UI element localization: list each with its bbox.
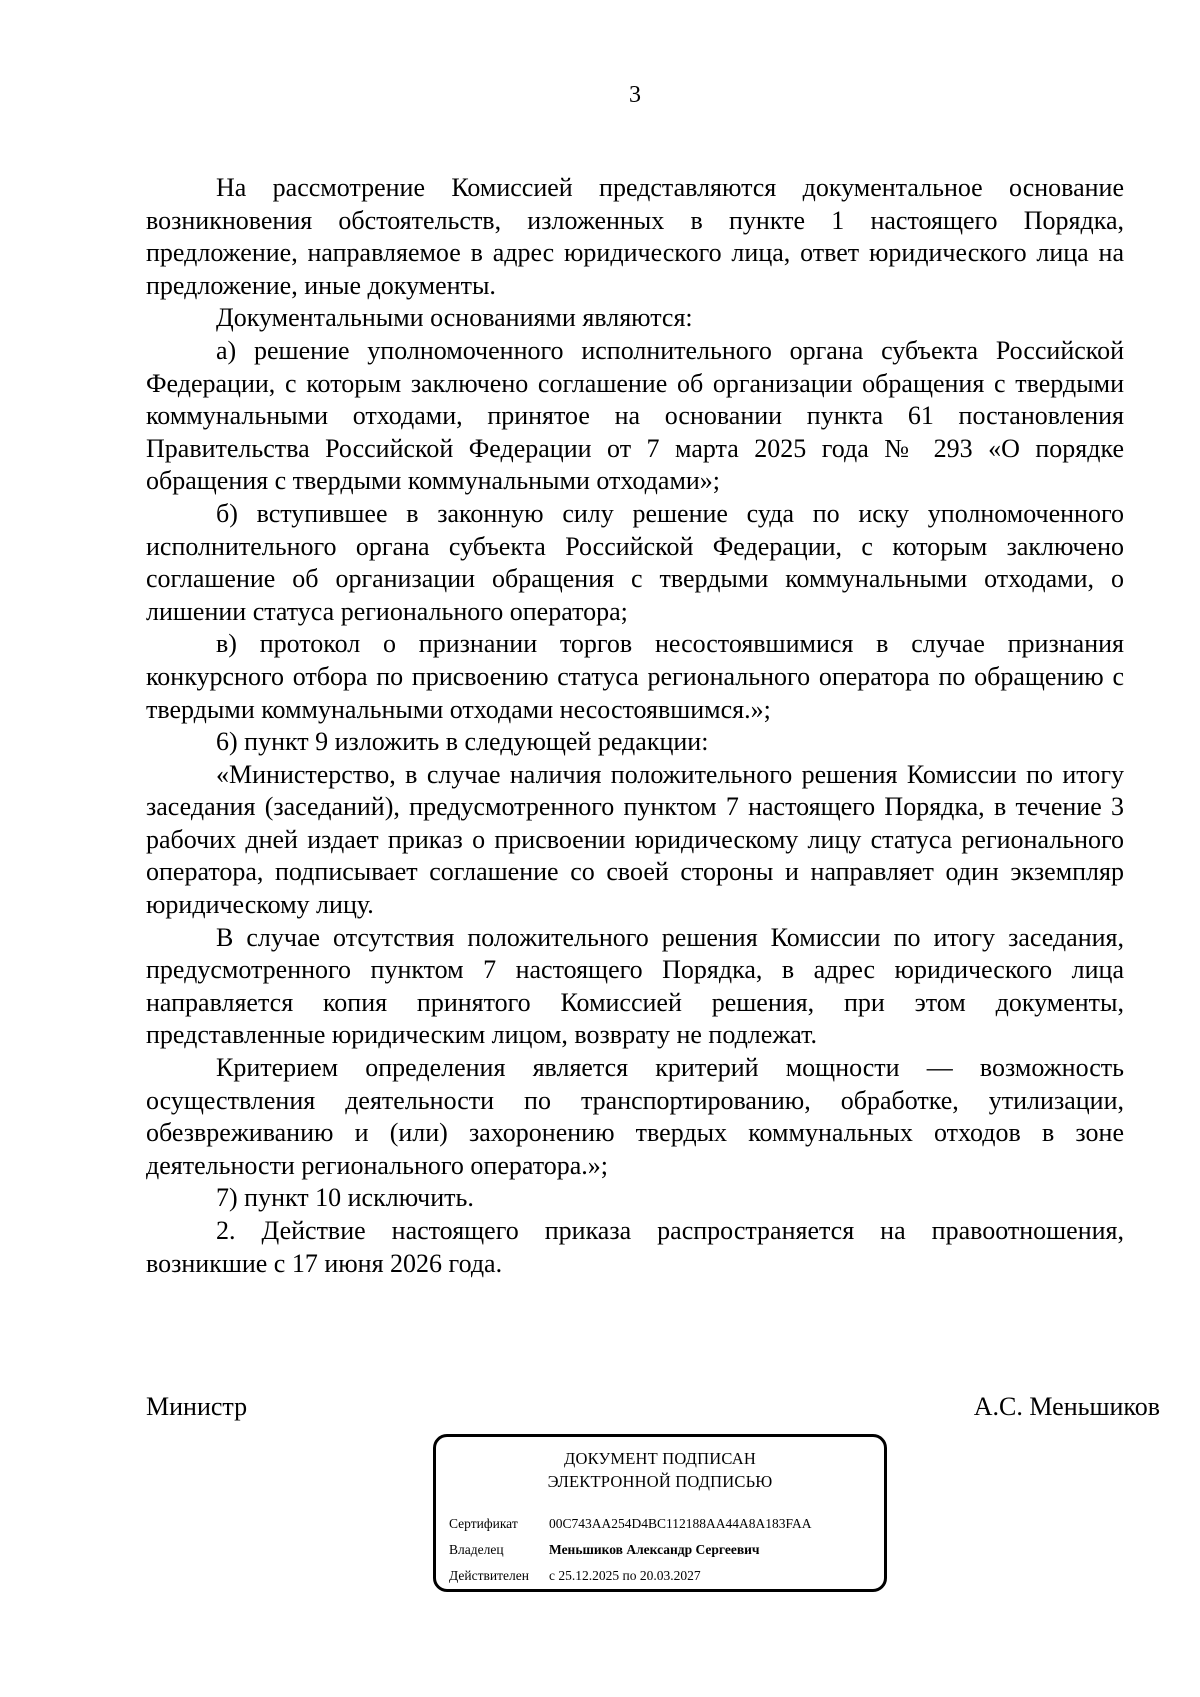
- stamp-certificate-row: [449, 1515, 812, 1532]
- paragraph-negative-decision: В случае отсутствия положительного решения Комиссии по итогу заседания, предусмотренного пунктом 7 настоящего Порядка, в адрес юридического лица направляется копия принятого Комиссией решения, при этом документы, представленные юридическим лицом, возврату не подлежат.: [146, 922, 1124, 1050]
- owner-value: Меньшиков Александр Сергеевич: [549, 1542, 760, 1557]
- electronic-signature-stamp: [433, 1434, 887, 1592]
- paragraph-effective-date: 2. Действие настоящего приказа распространяется на правоотношения, возникшие с 17 июня 2026 года.: [146, 1216, 1124, 1278]
- stamp-heading-line1: ДОКУМЕНТ ПОДПИСАН: [564, 1449, 756, 1468]
- paragraph-documentary-grounds: Документальными основаниями являются:: [216, 303, 693, 333]
- document-body: [146, 172, 1124, 1280]
- paragraph-submission-documents: На рассмотрение Комиссией представляются документальное основание возникновения обстоятельств, изложенных в пункте 1 настоящего Порядка, предложение, направляемое в адрес юридического лица, ответ юридического лица на предложение, иные документы.: [146, 173, 1124, 300]
- stamp-owner-row: [449, 1541, 760, 1558]
- paragraph-clause-7: 7) пункт 10 исключить.: [216, 1183, 474, 1213]
- signer-name: А.С. Меньшиков: [973, 1392, 1160, 1421]
- paragraph-item-v: в) протокол о признании торгов несостоявшимися в случае признания конкурсного отбора по присвоению статуса регионального оператора по обращению с твердыми коммунальными отходами несостоявшимся.»;: [146, 629, 1124, 724]
- certificate-label: Сертификат: [449, 1516, 518, 1531]
- paragraph-criterion: Критерием определения является критерий мощности — возможность осуществления деятельности по транспортированию, обработке, утилизации, обезвреживанию и (или) захоронению твердых коммунальных отходов в зоне деятельности регионального оператора.»;: [146, 1053, 1124, 1180]
- paragraph-item-a: а) решение уполномоченного исполнительного органа субъекта Российской Федерации, с которым заключено соглашение об организации обращения с твердыми коммунальными отходами, принятое на основании пункта 61 постановления Правительства Российской Федерации от 7 марта 2025 года № 293 «О порядке обращения с твердыми коммунальными отходами»;: [146, 335, 1124, 496]
- stamp-validity-row: [449, 1567, 701, 1584]
- certificate-value: 00C743AA254D4BC112188AA44A8A183FAA: [549, 1516, 812, 1531]
- signer-position: Министр: [146, 1392, 248, 1421]
- validity-label: Действителен: [449, 1568, 529, 1583]
- paragraph-item-b: б) вступившее в законную силу решение суда по иску уполномоченного исполнительного органа субъекта Российской Федерации, с которым заключено соглашение об организации обращения с твердыми коммунальными отходами, о лишении статуса регионального оператора;: [146, 498, 1124, 626]
- validity-value: с 25.12.2025 по 20.03.2027: [549, 1568, 701, 1583]
- page-number: 3: [629, 82, 641, 108]
- stamp-heading-line2: ЭЛЕКТРОННОЙ ПОДПИСЬЮ: [547, 1472, 773, 1491]
- paragraph-clause-6: 6) пункт 9 изложить в следующей редакции:: [216, 727, 709, 757]
- paragraph-ministry-decision: «Министерство, в случае наличия положительного решения Комиссии по итогу заседания (заседаний), предусмотренного пунктом 7 настоящего Порядка, в течение 3 рабочих дней издает приказ о присвоении юридическому лицу статуса регионального оператора, подписывает соглашение со своей стороны и направляет один экземпляр юридическому лицу.: [146, 759, 1124, 920]
- owner-label: Владелец: [449, 1542, 504, 1557]
